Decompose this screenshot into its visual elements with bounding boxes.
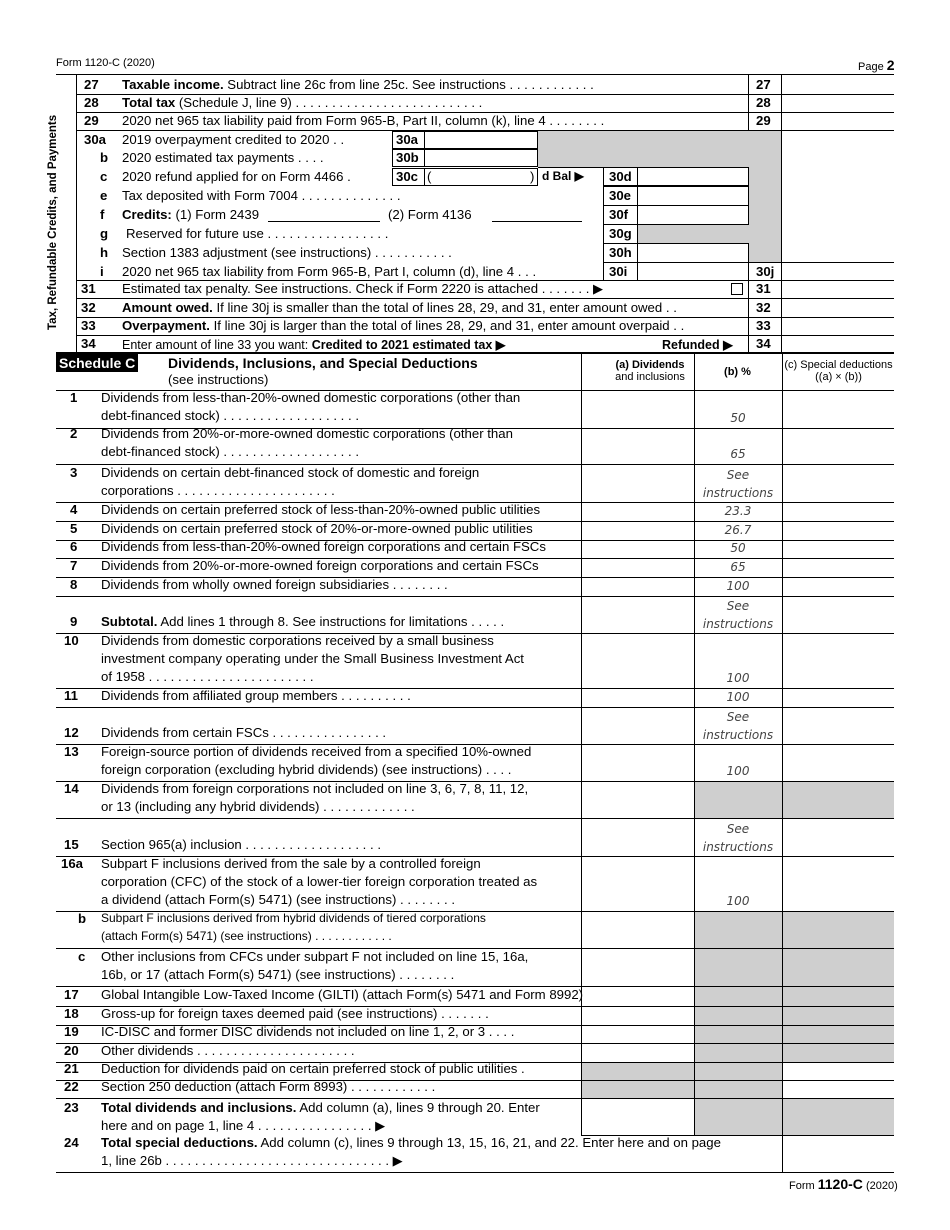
row-14-text-2: or 13 (including any hybrid dividends) . . . . . . . . . . . . . xyxy=(101,799,415,814)
line-30d-input[interactable] xyxy=(638,168,748,185)
row-3-col-c-input[interactable] xyxy=(784,484,892,501)
row-4-text-1: Dividends on certain preferred stock of less-than-20%-owned public utilities xyxy=(101,502,541,517)
line-30f-box-label: 30f xyxy=(609,207,629,222)
line-30c-text: 2020 refund applied for on Form 4466 . xyxy=(122,169,351,184)
line-30f-text2: (2) Form 4136 xyxy=(388,207,472,222)
row-12-pct-see-instructions: See instructions xyxy=(702,710,774,742)
row-6-col-c-input[interactable] xyxy=(784,540,892,557)
row-11-pct: 100 xyxy=(726,690,750,704)
row-c-num: c xyxy=(78,949,86,964)
row-10-text-1: Dividends from domestic corporations received by a small business xyxy=(101,633,494,648)
line-30f-input[interactable] xyxy=(638,206,748,223)
row-21-num: 21 xyxy=(64,1061,79,1076)
schedule-c-subtitle: (see instructions) xyxy=(168,372,269,387)
row-4-pct: 23.3 xyxy=(724,504,752,518)
line-29-box-label: 29 xyxy=(756,113,771,128)
line-27-text: Taxable income. Subtract line 26c from line 25c. See instructions . . . . . . . . . . . . xyxy=(122,77,594,92)
row-10-col-a-input[interactable] xyxy=(583,670,692,687)
row-7-col-a-input[interactable] xyxy=(583,559,692,576)
line-27-input[interactable] xyxy=(783,76,893,93)
row-10-pct: 100 xyxy=(726,671,750,685)
line-34-box-label: 34 xyxy=(756,336,771,351)
gray-cell-row19-col-c xyxy=(783,1007,894,1025)
row-18-col-a-input[interactable] xyxy=(583,1007,692,1024)
line-30a-text: 2019 overpayment credited to 2020 . . xyxy=(122,132,345,147)
row-23-col-a-input[interactable] xyxy=(583,1117,692,1134)
row-6-col-a-input[interactable] xyxy=(583,540,692,557)
page-label-text: Page xyxy=(858,61,884,73)
gray-cell-row23-col-a xyxy=(582,1081,694,1098)
row-11-num: 11 xyxy=(64,688,78,703)
line-27-num: 27 xyxy=(84,77,99,92)
schedule-c-title: Dividends, Inclusions, and Special Deductions xyxy=(168,355,478,371)
page-label xyxy=(858,57,895,73)
row-24-col-c-input[interactable] xyxy=(784,1154,892,1171)
line-29-text: 2020 net 965 tax liability paid from Form 965-B, Part II, column (k), line 4 . . . . . . . . xyxy=(122,113,605,128)
row-20-col-a-input[interactable] xyxy=(583,1044,692,1061)
row-3-text-2: corporations . . . . . . . . . . . . . . . . . . . . . . xyxy=(101,483,335,498)
line-31-input[interactable] xyxy=(783,280,893,297)
col-c-header: (c) Special deductions ((a) × (b)) xyxy=(784,359,893,383)
row-11-text-1: Dividends from affiliated group members . . . . . . . . . . xyxy=(101,688,411,703)
form-4136-input[interactable] xyxy=(492,205,582,221)
form-2220-checkbox[interactable] xyxy=(731,283,743,295)
refunded-label: Refunded ▶ xyxy=(662,338,733,352)
row-22-text-1: Section 250 deduction (attach Form 8993) . . . . . . . . . . . . xyxy=(101,1079,436,1094)
line-31-box-label: 31 xyxy=(756,281,771,296)
row-22-num: 22 xyxy=(64,1079,79,1094)
line-28-input[interactable] xyxy=(783,94,893,111)
line-30e-input[interactable] xyxy=(638,187,748,204)
row-21-col-c-input[interactable] xyxy=(784,1062,892,1079)
line-32-text: Amount owed. If line 30j is smaller than the total of lines 28, 29, and 31, enter amount owed . . xyxy=(122,300,677,315)
line-30b-text: 2020 estimated tax payments . . . . xyxy=(122,150,324,165)
row-17-num: 17 xyxy=(64,987,79,1002)
row-2-text-1: Dividends from 20%-or-more-owned domestic corporations (other than xyxy=(101,426,513,441)
row-16a-col-a-input[interactable] xyxy=(583,893,692,910)
gray-cell-row18-col-c xyxy=(783,987,894,1006)
row-2-text-2: debt-financed stock) . . . . . . . . . . . . . . . . . . . xyxy=(101,444,359,459)
row-1-text-1: Dividends from less-than-20%-owned domestic corporations (other than xyxy=(101,390,521,405)
row-9-col-c-input[interactable] xyxy=(784,615,892,632)
row-13-col-c-input[interactable] xyxy=(784,763,892,780)
row-c-text-1: Other inclusions from CFCs under subpart F not included on line 15, 16a, xyxy=(101,949,529,964)
row-12-text-1: Dividends from certain FSCs . . . . . . . . . . . . . . . . xyxy=(101,725,387,740)
row-2-pct: 65 xyxy=(730,447,746,461)
row-8-col-a-input[interactable] xyxy=(583,578,692,595)
line-33-num: 33 xyxy=(81,318,96,333)
row-13-pct: 100 xyxy=(726,764,750,778)
line-30c-open-paren: ( xyxy=(427,169,432,184)
line-29-num: 29 xyxy=(84,113,99,128)
row-c-text-2: 16b, or 17 (attach Form(s) 5471) (see instructions) . . . . . . . . xyxy=(101,967,455,982)
line-30b-input[interactable] xyxy=(425,149,537,166)
line-30d-box-label: 30d xyxy=(609,169,632,184)
gray-cell-row13-col-b xyxy=(695,782,782,818)
row-18-num: 18 xyxy=(64,1006,79,1021)
line-31-num: 31 xyxy=(81,281,96,296)
row-16a-num: 16a xyxy=(61,856,84,871)
row-19-text-1: IC-DISC and former DISC dividends not included on line 1, 2, or 3 . . . . xyxy=(101,1024,515,1039)
line-30c-box-label: 30c xyxy=(396,169,419,184)
line-30e-letter: e xyxy=(100,188,108,203)
row-8-text-1: Dividends from wholly owned foreign subsidiaries . . . . . . . . xyxy=(101,577,448,592)
row-b-col-a-input[interactable] xyxy=(583,930,692,947)
line-31-text: Estimated tax penalty. See instructions. Check if Form 2220 is attached . . . . . . . ▶ xyxy=(122,281,604,296)
line-32-input[interactable] xyxy=(783,299,893,316)
row-2-num: 2 xyxy=(70,426,78,441)
line-30i-text: 2020 net 965 tax liability from Form 965-B, Part I, column (d), line 4 . . . xyxy=(122,264,537,279)
row-12-col-a-input[interactable] xyxy=(583,726,692,743)
line-30f-text: Credits: (1) Form 2439 xyxy=(122,207,260,222)
schedule-c-tag: Schedule C xyxy=(56,354,138,372)
row-11-col-a-input[interactable] xyxy=(583,689,692,706)
gray-block-col-right xyxy=(749,131,781,262)
line-30d-label: d Bal ▶ xyxy=(542,169,584,183)
row-14-num: 14 xyxy=(64,781,79,796)
row-7-text-1: Dividends from 20%-or-more-owned foreign corporations and certain FSCs xyxy=(101,558,539,573)
line-30c-letter: c xyxy=(100,169,108,184)
row-1-col-a-input[interactable] xyxy=(583,410,692,427)
row-13-text-1: Foreign-source portion of dividends received from a specified 10%-owned xyxy=(101,744,532,759)
row-9-num: 9 xyxy=(70,614,78,629)
line-30g-box-label: 30g xyxy=(609,226,632,241)
line-34-input[interactable] xyxy=(783,335,893,352)
row-3-col-a-input[interactable] xyxy=(583,484,692,501)
row-3-pct-see-instructions: See instructions xyxy=(702,468,774,500)
line-30i-input[interactable] xyxy=(638,263,748,280)
row-24-text-2: 1, line 26b . . . . . . . . . . . . . . . . . . . . . . . . . . . . . . . ▶ xyxy=(101,1153,403,1168)
gray-cell-row19-col-b xyxy=(695,1007,782,1025)
line-28-num: 28 xyxy=(84,95,99,110)
row-9-pct-see-instructions: See instructions xyxy=(702,599,774,631)
row-17-text-1: Global Intangible Low-Taxed Income (GILTI) (attach Form(s) 5471 and Form 8992) xyxy=(101,987,584,1002)
line-30e-text: Tax deposited with Form 7004 . . . . . . . . . . . . . . xyxy=(122,188,401,203)
gray-cell-row23-col-b xyxy=(695,1081,782,1098)
row-14-text-1: Dividends from foreign corporations not included on line 3, 6, 7, 8, 11, 12, xyxy=(101,781,529,796)
line-30h-input[interactable] xyxy=(638,244,748,261)
gray-block-30g xyxy=(637,225,749,243)
gray-cell-row20-col-c xyxy=(783,1026,894,1043)
line-33-box-label: 33 xyxy=(756,318,771,333)
row-2-col-c-input[interactable] xyxy=(784,446,892,463)
row-b-num: b xyxy=(78,911,87,926)
row-16a-col-c-input[interactable] xyxy=(784,893,892,910)
row-14-col-a-input[interactable] xyxy=(583,800,692,817)
row-1-text-2: debt-financed stock) . . . . . . . . . . . . . . . . . . . xyxy=(101,408,359,423)
row-5-col-a-input[interactable] xyxy=(583,522,692,539)
line-34-num: 34 xyxy=(81,336,96,351)
row-15-col-c-input[interactable] xyxy=(784,838,892,855)
row-1-num: 1 xyxy=(70,390,78,405)
row-15-pct-see-instructions: See instructions xyxy=(702,822,774,854)
line-29-input[interactable] xyxy=(783,112,893,129)
gray-cell-row20-col-b xyxy=(695,1026,782,1043)
line-30a-num: 30a xyxy=(84,132,107,147)
gray-cell-row21-col-b xyxy=(695,1044,782,1062)
row-23-text-1: Total dividends and inclusions. Add column (a), lines 9 through 20. Enter xyxy=(101,1100,540,1115)
row-10-text-3: of 1958 . . . . . . . . . . . . . . . . . . . . . . . xyxy=(101,669,314,684)
line-30h-text: Section 1383 adjustment (see instructions) . . . . . . . . . . . xyxy=(122,245,452,260)
row-19-num: 19 xyxy=(64,1024,79,1039)
row-24-text-1: Total special deductions. Add column (c), lines 9 through 13, 15, 16, 21, and 22. Enter here and on page xyxy=(101,1135,721,1150)
line-30c-input[interactable] xyxy=(434,168,530,185)
gray-cell-row13-col-c xyxy=(783,782,894,818)
line-30i-box-label: 30i xyxy=(609,264,628,279)
gray-cell-row17-col-b xyxy=(695,949,782,986)
row-5-text-1: Dividends on certain preferred stock of 20%-or-more-owned public utilities xyxy=(101,521,533,536)
row-4-col-c-input[interactable] xyxy=(784,503,892,520)
row-15-col-a-input[interactable] xyxy=(583,838,692,855)
row-c-col-a-input[interactable] xyxy=(583,968,692,985)
page-number: 2 xyxy=(886,57,895,73)
row-b-text-1: Subpart F inclusions derived from hybrid dividends of tiered corporations xyxy=(101,911,486,925)
line-30c-close-paren: ) xyxy=(530,169,535,184)
row-24-num: 24 xyxy=(64,1135,79,1150)
row-3-text-1: Dividends on certain debt-financed stock of domestic and foreign xyxy=(101,465,480,480)
row-8-num: 8 xyxy=(70,577,78,592)
gray-cell-row22-col-b xyxy=(695,1063,782,1080)
line-30j-box-label: 30j xyxy=(756,264,775,279)
row-8-pct: 100 xyxy=(726,579,750,593)
row-9-col-a-input[interactable] xyxy=(583,615,692,632)
row-6-pct: 50 xyxy=(730,541,746,555)
line-30a-box-label: 30a xyxy=(396,132,419,147)
line-30g-letter: g xyxy=(100,226,109,241)
row-4-col-a-input[interactable] xyxy=(583,503,692,520)
line-32-num: 32 xyxy=(81,300,96,315)
row-15-num: 15 xyxy=(64,837,79,852)
row-6-text-1: Dividends from less-than-20%-owned foreign corporations and certain FSCs xyxy=(101,539,546,554)
line-30b-box-label: 30b xyxy=(396,150,419,165)
row-12-num: 12 xyxy=(64,725,79,740)
row-23-num: 23 xyxy=(64,1100,79,1115)
row-7-pct: 65 xyxy=(730,560,746,574)
side-label: Tax, Refundable Credits, and Payments xyxy=(47,114,59,330)
row-11-col-c-input[interactable] xyxy=(784,689,892,706)
line-33-input[interactable] xyxy=(783,317,893,334)
line-30f-letter: f xyxy=(100,207,105,222)
row-3-num: 3 xyxy=(70,465,78,480)
row-20-num: 20 xyxy=(64,1043,79,1058)
line-32-box-label: 32 xyxy=(756,300,771,315)
line-33-text: Overpayment. If line 30j is larger than the total of lines 28, 29, and 31, enter amount overpaid . . xyxy=(122,318,685,333)
row-16a-text-1: Subpart F inclusions derived from the sale by a controlled foreign xyxy=(101,856,481,871)
form-label: Form 1120-C (2020) xyxy=(56,57,155,69)
row-9-text-1: Subtotal. Add lines 1 through 8. See instructions for limitations . . . . . xyxy=(101,614,505,629)
row-5-pct: 26.7 xyxy=(724,523,752,537)
row-1-pct: 50 xyxy=(730,411,746,425)
line-30g-text: Reserved for future use . . . . . . . . . . . . . . . . . xyxy=(126,226,389,241)
row-20-text-1: Other dividends . . . . . . . . . . . . . . . . . . . . . . xyxy=(101,1043,355,1058)
gray-block-30ab xyxy=(538,131,749,167)
row-19-col-a-input[interactable] xyxy=(583,1025,692,1042)
row-16a-text-2: corporation (CFC) of the stock of a lower-tier foreign corporation treated as xyxy=(101,874,538,889)
gray-cell-row17-col-c xyxy=(783,949,894,986)
line-28-text: Total tax (Schedule J, line 9) . . . . . . . . . . . . . . . . . . . . . . . . . . xyxy=(122,95,483,110)
row-13-text-2: foreign corporation (excluding hybrid dividends) (see instructions) . . . . xyxy=(101,762,512,777)
gray-cell-row16-col-b xyxy=(695,912,782,948)
row-12-col-c-input[interactable] xyxy=(784,726,892,743)
line-30j-input[interactable] xyxy=(783,263,893,280)
form-footer: Form 1120-C (2020) xyxy=(789,1176,898,1192)
gray-cell-row24-col-c xyxy=(783,1099,894,1135)
line-30e-box-label: 30e xyxy=(609,188,632,203)
line-30h-box-label: 30h xyxy=(609,245,632,260)
col-a-header: (a) Dividends and inclusions xyxy=(615,359,685,383)
row-5-col-c-input[interactable] xyxy=(784,522,892,539)
row-10-num: 10 xyxy=(64,633,79,648)
row-22-col-c-input[interactable] xyxy=(784,1080,892,1097)
line-30h-letter: h xyxy=(100,245,109,260)
gray-cell-row16-col-c xyxy=(783,912,894,948)
line-27-box-label: 27 xyxy=(756,77,771,92)
line-28-box-label: 28 xyxy=(756,95,771,110)
row-10-text-2: investment company operating under the Small Business Investment Act xyxy=(101,651,524,666)
row-b-text-2: (attach Form(s) 5471) (see instructions) . . . . . . . . . . . . xyxy=(101,929,392,943)
row-18-text-1: Gross-up for foreign taxes deemed paid (see instructions) . . . . . . . xyxy=(101,1006,489,1021)
row-15-text-1: Section 965(a) inclusion . . . . . . . . . . . . . . . . . . . xyxy=(101,837,381,852)
line-30i-letter: i xyxy=(100,264,104,279)
row-23-text-2: here and on page 1, line 4 . . . . . . . . . . . . . . . . ▶ xyxy=(101,1118,386,1133)
row-7-num: 7 xyxy=(70,558,78,573)
gray-cell-row18-col-b xyxy=(695,987,782,1006)
line-34-text: Enter amount of line 33 you want: Credited to 2021 estimated tax ▶ xyxy=(122,338,506,352)
row-4-num: 4 xyxy=(70,502,78,517)
row-8-col-c-input[interactable] xyxy=(784,578,892,595)
gray-cell-row21-col-c xyxy=(783,1044,894,1062)
row-1-col-c-input[interactable] xyxy=(784,410,892,427)
row-16a-pct: 100 xyxy=(726,894,750,908)
gray-cell-row22-col-a xyxy=(582,1063,694,1080)
row-17-col-a-input[interactable] xyxy=(583,988,692,1005)
row-7-col-c-input[interactable] xyxy=(784,559,892,576)
col-b-header: (b) % xyxy=(724,366,751,378)
row-13-num: 13 xyxy=(64,744,79,759)
form-2439-input[interactable] xyxy=(268,205,380,221)
row-13-col-a-input[interactable] xyxy=(583,763,692,780)
row-16a-text-3: a dividend (attach Form(s) 5471) (see instructions) . . . . . . . . xyxy=(101,892,455,907)
row-21-text-1: Deduction for dividends paid on certain preferred stock of public utilities . xyxy=(101,1061,525,1076)
line-30b-letter: b xyxy=(100,150,109,165)
row-10-col-c-input[interactable] xyxy=(784,670,892,687)
credited-2021-input[interactable] xyxy=(500,336,660,351)
row-2-col-a-input[interactable] xyxy=(583,446,692,463)
gray-cell-row24-col-b xyxy=(695,1099,782,1135)
row-6-num: 6 xyxy=(70,539,78,554)
line-30a-input[interactable] xyxy=(425,131,537,148)
row-5-num: 5 xyxy=(70,521,78,536)
